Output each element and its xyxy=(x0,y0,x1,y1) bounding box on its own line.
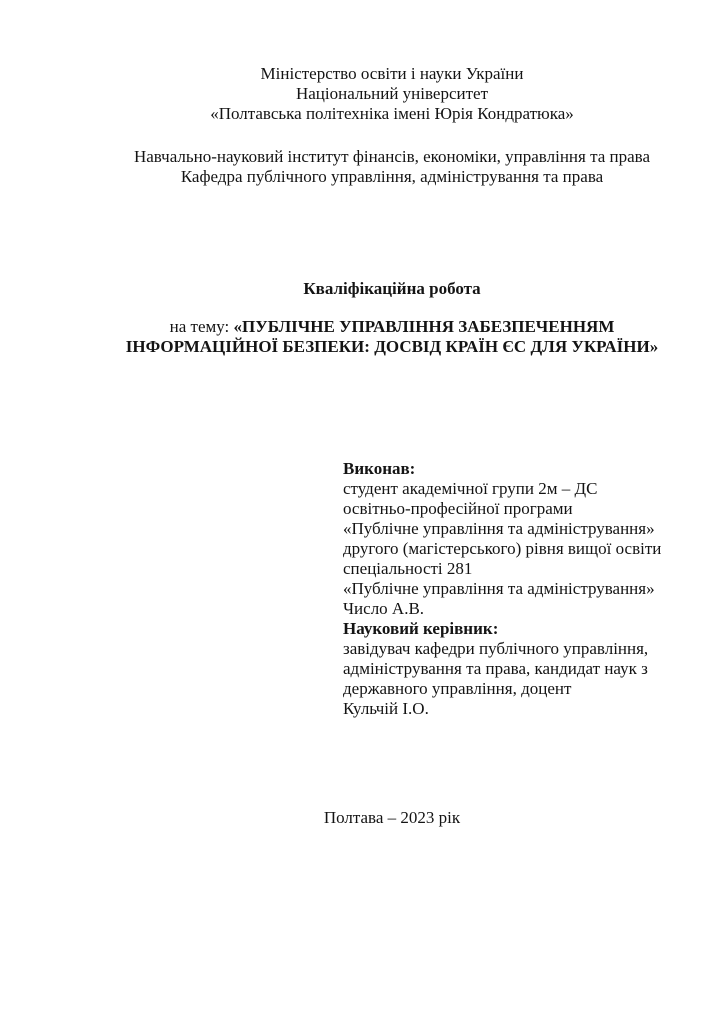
city-year-line: Полтава – 2023 рік xyxy=(323,808,461,827)
executor-detail-line: студент академічної групи 2м – ДС xyxy=(343,479,598,498)
topic-title-line-1: «ПУБЛІЧНЕ УПРАВЛІННЯ ЗАБЕЗПЕЧЕННЯМ xyxy=(233,317,615,336)
executor-detail-line: спеціальності 281 xyxy=(343,559,473,578)
supervisor-detail-line: завідувач кафедри публічного управління, xyxy=(343,639,649,658)
supervisor-detail-line: адміністрування та права, кандидат наук з xyxy=(343,659,648,678)
department-line: Кафедра публічного управління, адміністрування та права xyxy=(180,167,604,186)
executor-name-line: Число А.В. xyxy=(343,599,425,618)
work-type-heading: Кваліфікаційна робота xyxy=(303,279,481,298)
executor-block xyxy=(343,459,683,719)
university-name-line: Національний університет xyxy=(295,84,489,103)
executor-detail-line: «Публічне управління та адміністрування» xyxy=(343,519,655,538)
ministry-line: Міністерство освіти і науки України xyxy=(260,64,524,83)
executor-detail-line: другого (магістерського) рівня вищої освіти xyxy=(343,539,662,558)
supervisor-detail-line: державного управління, доцент xyxy=(343,679,572,698)
executor-heading: Виконав: xyxy=(343,459,416,478)
work-type-block xyxy=(104,279,680,299)
executor-detail-line: «Публічне управління та адміністрування» xyxy=(343,579,655,598)
footer-block xyxy=(104,808,680,828)
institute-block xyxy=(104,147,680,187)
topic-first-line xyxy=(104,317,680,337)
institute-line: Навчально-науковий інститут фінансів, економіки, управління та права xyxy=(133,147,651,166)
university-brand-line: «Полтавська політехніка імені Юрія Кондратюка» xyxy=(210,104,574,123)
executor-detail-line: освітньо-професійної програми xyxy=(343,499,573,518)
supervisor-name-line: Кульчій І.О. xyxy=(343,699,429,718)
topic-prefix: на тему: xyxy=(169,317,234,336)
supervisor-heading: Науковий керівник: xyxy=(343,619,499,638)
thesis-topic-block xyxy=(104,317,680,357)
ministry-block xyxy=(104,64,680,124)
topic-title-line-2: ІНФОРМАЦІЙНОЇ БЕЗПЕКИ: ДОСВІД КРАЇН ЄС ДЛЯ УКРАЇНИ» xyxy=(125,337,659,356)
